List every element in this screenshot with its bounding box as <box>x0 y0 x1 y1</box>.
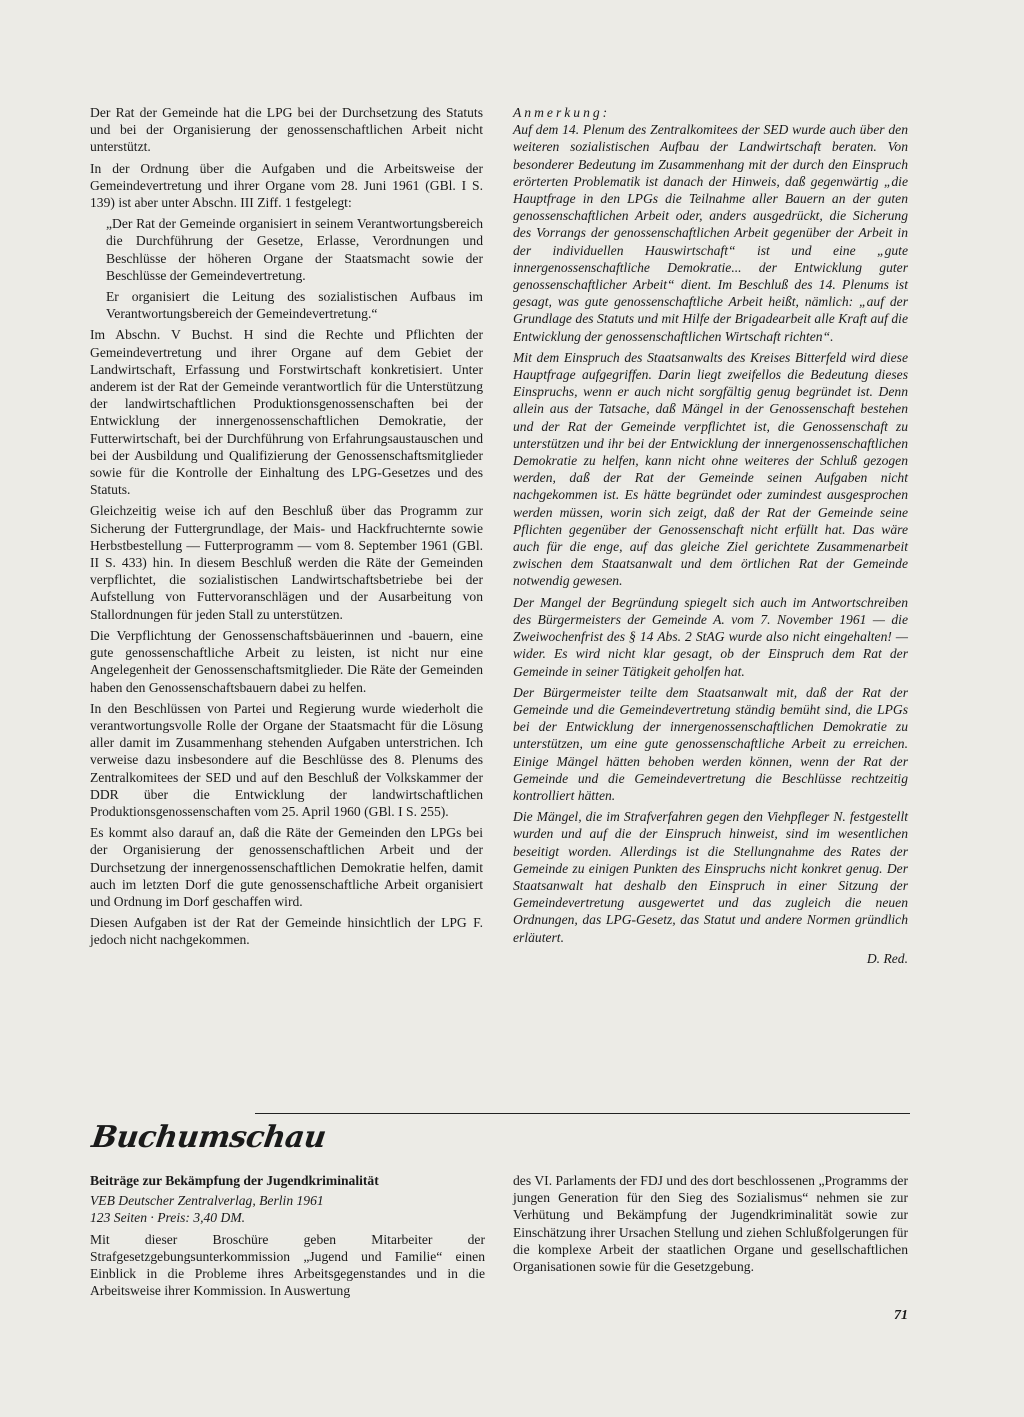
paragraph: In den Beschlüssen von Partei und Regierung wurde wiederholt die verantwortungsvolle Rolle der Organe der Staatsmacht für die Lösung aller damit im Zusammenhang stehenden Aufgaben unterstrichen. Ich verweise dazu insbesondere auf die Beschlüsse des 8. Plenums des Zentralkomitees der SED und auf den Beschluß der Volkskammer der DDR über die Entwicklung der landwirtschaftlichen Produktionsgenossenschaften vom 25. April 1960 (GBl. I S. 255). <box>90 700 483 819</box>
book-review-left <box>90 1172 485 1303</box>
publisher-line: VEB Deutscher Zentralverlag, Berlin 1961 <box>90 1193 324 1209</box>
paragraph: Gleichzeitig weise ich auf den Beschluß über das Programm zur Sicherung der Futtergrundlage, der Mais- und Hackfruchternte sowie Herbstbestellung — Futterprogramm — vom 8. September 1961 (GBl. II S. 433) hin. In diesem Beschluß werden die Räte der Gemeinden verpflichtet, die sozialistischen Landwirtschaftsbetriebe bei der Aufstellung von Futtervoranschlägen und der Ausarbeitung von Stallordnungen für jeden Stall zu unterstützen. <box>90 503 483 622</box>
left-column <box>90 104 483 953</box>
section-divider <box>255 1113 910 1114</box>
section-heading: Buchumschau <box>89 1120 328 1155</box>
editorial-note <box>513 104 908 971</box>
paragraph: Der Rat der Gemeinde hat die LPG bei der Durchsetzung des Statuts und bei der Organisierung der genossenschaftlichen Arbeit nicht unterstützt. <box>90 105 483 155</box>
pages-price: 123 Seiten · Preis: 3,40 DM. <box>90 1210 246 1226</box>
book-review-right <box>513 1172 908 1279</box>
book-publisher <box>90 1192 485 1226</box>
paragraph: Der Mangel der Begründung spiegelt sich auch im Antwortschreiben des Bürgermeisters der Gemeinde A. vom 7. November 1961 — die Zweiwochenfrist des § 14 Abs. 2 StAG wurde also nicht eingehalten! — wider. Es wird nicht klar gesagt, ob der Einspruch dem Rat der Gemeinde in seiner Tätigkeit geholfen hat. <box>513 594 908 679</box>
paragraph: Es kommt also darauf an, daß die Räte der Gemeinden den LPGs bei der Organisierung der genossenschaftlichen Arbeit und der Durchsetzung der innergenossenschaftlichen Demokratie helfen, damit auch im letzten Dorf die gute genossenschaftliche Arbeit organisiert und Ordnung im Dorf geschaffen wird. <box>90 825 483 909</box>
paragraph: Im Abschn. V Buchst. H sind die Rechte und Pflichten der Gemeindevertretung und ihrer Organe auf dem Gebiet der Landwirtschaft, Erfassung und Forstwirtschaft konkretisiert. Unter anderem ist der Rat der Gemeinde verantwortlich für die Unterstützung der landwirtschaftlichen Produktionsgenossenschaften bei der Entwicklung der innergenossenschaftlichen Demokratie, der Futterwirtschaft, bei der Durchführung von Erfahrungsaustauschen und bei der Ausbildung und Qualifizierung der Genossenschaftsmitglieder sowie für die Kontrolle der Einhaltung des LPG-Gesetzes und des Statuts. <box>90 327 483 498</box>
paragraph: Die Mängel, die im Strafverfahren gegen den Viehpfleger N. festgestellt wurden und auf die der Einspruch hinweist, sind im wesentlichen beseitigt worden. Allerdings ist die Stellungnahme des Rates der Gemeinde zu einigen Punkten des Einspruchs nicht konkret genug. Der Staatsanwalt hat deshalb den Einspruch in einer Sitzung der Gemeindevertretung ausgewertet und das zugleich die neuen Ordnungen, das LPG-Gesetz, das Statut und andere Normen gründlich erläutert. <box>513 809 908 945</box>
quotation: Er organisiert die Leitung des sozialistischen Aufbaus im Verantwortungsbereich der Gemeindevertretung.“ <box>106 289 483 322</box>
page-number: 71 <box>894 1308 908 1323</box>
paragraph: In der Ordnung über die Aufgaben und die Arbeitsweise der Gemeindevertretung und ihrer Organe vom 28. Juni 1961 (GBl. I S. 139) ist aber unter Abschn. III Ziff. 1 festgelegt: <box>90 160 483 211</box>
paragraph: Der Bürgermeister teilte dem Staatsanwalt mit, daß der Rat der Gemeinde und die Gemeindevertretung ständig bemüht sind, die LPGs bei der Entwicklung der innergenossenschaftlichen Demokratie zu unterstützen, um eine gute genossenschaftliche Arbeit zu erreichen. Einige Mängel hätten behoben werden können, wenn der Rat der Gemeinde und die Gemeindevertretung die Beschlüsse rechtzeitig kontrolliert hätten. <box>513 684 908 803</box>
quotation: „Der Rat der Gemeinde organisiert in seinem Verantwortungsbereich die Durchführung der Gesetze, Erlasse, Verordnungen und Beschlüsse der höheren Organe der Staatsmacht sowie der Beschlüsse der Gemeindevertretung. <box>106 216 483 283</box>
paragraph: Mit dem Einspruch des Staatsanwalts des Kreises Bitterfeld wird diese Hauptfrage aufgegriffen. Darin liegt zweifellos die Bedeutung dieses Einspruchs, wenn er auch nicht sorgfältig genug begründet ist. Denn allein aus der Tatsache, daß Mängel in der Genossenschaft bestehen und der Rat der Gemeinde verpflichtet ist, die Genossenschaft zu unterstützen und ihr bei der Entwicklung der innergenossenschaftlichen Demokratie zu helfen, kann nicht ohne weiteres der Schluß gezogen werden, daß der Rat der Gemeinde seinen Aufgaben nicht nachgekommen ist. Es hätte begründet oder zumindest ausgesprochen werden müssen, worin sich zeigt, daß der Rat der Gemeinde seine Pflichten gegenüber der Genossenschaft nicht erfüllt hat. Das wäre auch für die enge, auf das gleiche Ziel gerichtete Zusammenarbeit zwischen dem Staatsanwalt und dem örtlichen Rat der Gemeinde notwendig gewesen. <box>513 349 908 589</box>
signature: D. Red. <box>866 950 908 966</box>
review-text: Mit dieser Broschüre geben Mitarbeiter der Strafgesetzgebungsunterkommission „Jugend und Familie“ einen Einblick in die Probleme ihres Arbeitsgegenstandes und in die Arbeitsweise ihrer Kommission. In Auswertung <box>90 1231 485 1299</box>
book-title: Beiträge zur Bekämpfung der Jugendkriminalität <box>90 1173 379 1188</box>
paragraph: Die Verpflichtung der Genossenschaftsbäuerinnen und -bauern, eine gute genossenschaftliche Arbeit zu leisten, ist nicht nur eine Angelegenheit der Genossenschaftsmitglieder. Die Räte der Gemeinden haben den Genossenschaftsbauern dabei zu helfen. <box>90 627 483 695</box>
paragraph: Diesen Aufgaben ist der Rat der Gemeinde hinsichtlich der LPG F. jedoch nicht nachgekommen. <box>90 915 483 948</box>
note-title: Anmerkung: <box>513 105 611 120</box>
paragraph: Auf dem 14. Plenum des Zentralkomitees der SED wurde auch über den weiteren sozialistischen Aufbau der Landwirtschaft beraten. Von besonderer Bedeutung im Zusammenhang mit der durch den Einspruch erörterten Problematik ist danach der Hinweis, daß gegenwärtig „die Hauptfrage in den LPGs die Teilnahme aller Bauern an der guten genossenschaftlichen Arbeit oder, anders ausgedrückt, die Sicherung des Vorrangs der genossenschaftlichen Arbeit gegenüber der Arbeit in der individuellen Hauswirtschaft“ ist und eine „gute innergenossenschaftliche Demokratie... der Entwicklung guter genossenschaftlicher Arbeit“ dient. Im Beschluß des 14. Plenums ist gesagt, was gute genossenschaftliche Arbeit heißt, nämlich: „auf der Grundlage des Statuts und mit Hilfe der Brigadearbeit alle Kraft auf die Entwicklung der genossenschaftlichen Wirtschaft richten“. <box>513 122 908 344</box>
review-text: des VI. Parlaments der FDJ und des dort beschlossenen „Programms der jungen Generation für den Sieg des Sozialismus“ nehmen sie zur Verhütung und Bekämpfung der Jugendkriminalität sowie zur Einschätzung ihrer Ursachen Stellung und ziehen Schlußfolgerungen für die komplexe Arbeit der staatlichen Organe und gesellschaftlichen Organisationen sowie für die Gesetzgebung. <box>513 1173 908 1275</box>
